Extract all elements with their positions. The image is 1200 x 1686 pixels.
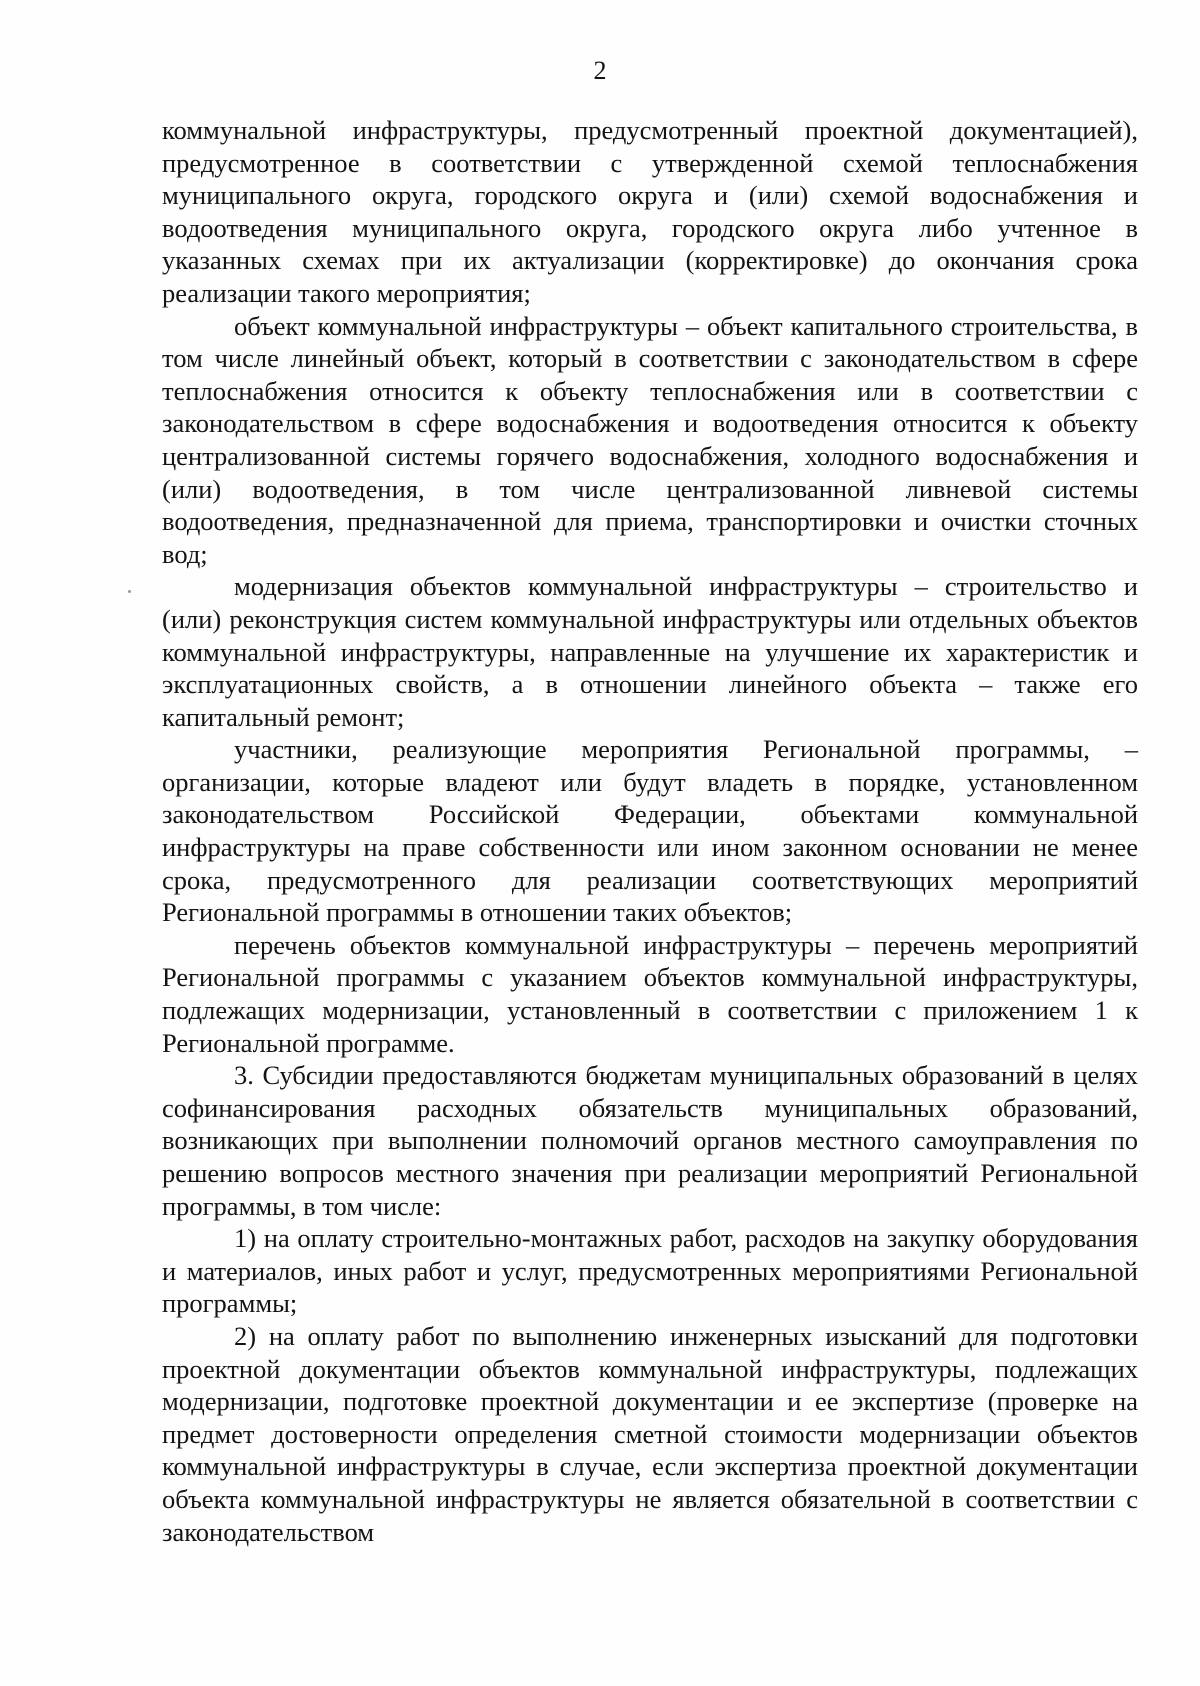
paragraph-subclause-2: 2) на оплату работ по выполнению инженерных изысканий для подготовки проектной документации объектов коммунальной инфраструктуры, подлежащих модернизации, подготовке проектной документации и ее экспертизе (проверке на предмет достоверности определения сметной стоимости модернизации объектов коммунальной инфраструктуры в случае, если экспертиза проектной документации объекта коммунальной инфраструктуры не является обязательной в соответствии с законодательством [162,1320,1138,1547]
paragraph-definition-participants: участники, реализующие мероприятия Региональной программы, – организации, которые владеют или будут владеть в порядке, установленном законодательством Российской Федерации, объектами коммунальной инфраструктуры на праве собственности или ином законном основании не менее срока, предусмотренного для реализации соответствующих мероприятий Региональной программы в отношении таких объектов; [162,734,1138,928]
paragraph-continuation: коммунальной инфраструктуры, предусмотренный проектной документацией), предусмотренное в соответствии с утвержденной схемой теплоснабжения муниципального округа, городского округа и (или) схемой водоснабжения и водоотведения муниципального округа, городского округа либо учтенное в указанных схемах при их актуализации (корректировке) до окончания срока реализации такого мероприятия; [162,115,1138,308]
paragraph-definition-object-list: перечень объектов коммунальной инфраструктуры – перечень мероприятий Региональной программы с указанием объектов коммунальной инфраструктуры, подлежащих модернизации, установленный в соответствии с приложением 1 к Региональной программе. [162,929,1138,1058]
document-body [162,114,1138,1548]
scan-speck [128,590,131,593]
paragraph-definition-modernization: модернизация объектов коммунальной инфраструктуры – строительство и (или) реконструкция систем коммунальной инфраструктуры или отдельных объектов коммунальной инфраструктуры, направленные на улучшение их характеристик и эксплуатационных свойств, а в отношении линейного объекта – также его капитальный ремонт; [162,571,1138,732]
page-number: 2 [593,56,607,85]
paragraph-definition-utility-object: объект коммунальной инфраструктуры – объект капитального строительства, в том числе линейный объект, который в соответствии с законодательством в сфере теплоснабжения относится к объекту теплоснабжения или в соответствии с законодательством в сфере водоснабжения и водоотведения относится к объекту централизованной системы горячего водоснабжения, холодного водоснабжения и (или) водоотведения, в том числе централизованной ливневой системы водоотведения, предназначенной для приема, транспортировки и очистки сточных вод; [162,310,1138,569]
paragraph-subclause-1: 1) на оплату строительно-монтажных работ, расходов на закупку оборудования и материалов, иных работ и услуг, предусмотренных мероприятиями Региональной программы; [162,1223,1138,1319]
paragraph-clause-3: 3. Субсидии предоставляются бюджетам муниципальных образований в целях софинансирования расходных обязательств муниципальных образований, возникающих при выполнении полномочий органов местного самоуправления по решению вопросов местного значения при реализации мероприятий Региональной программы, в том числе: [162,1060,1138,1221]
